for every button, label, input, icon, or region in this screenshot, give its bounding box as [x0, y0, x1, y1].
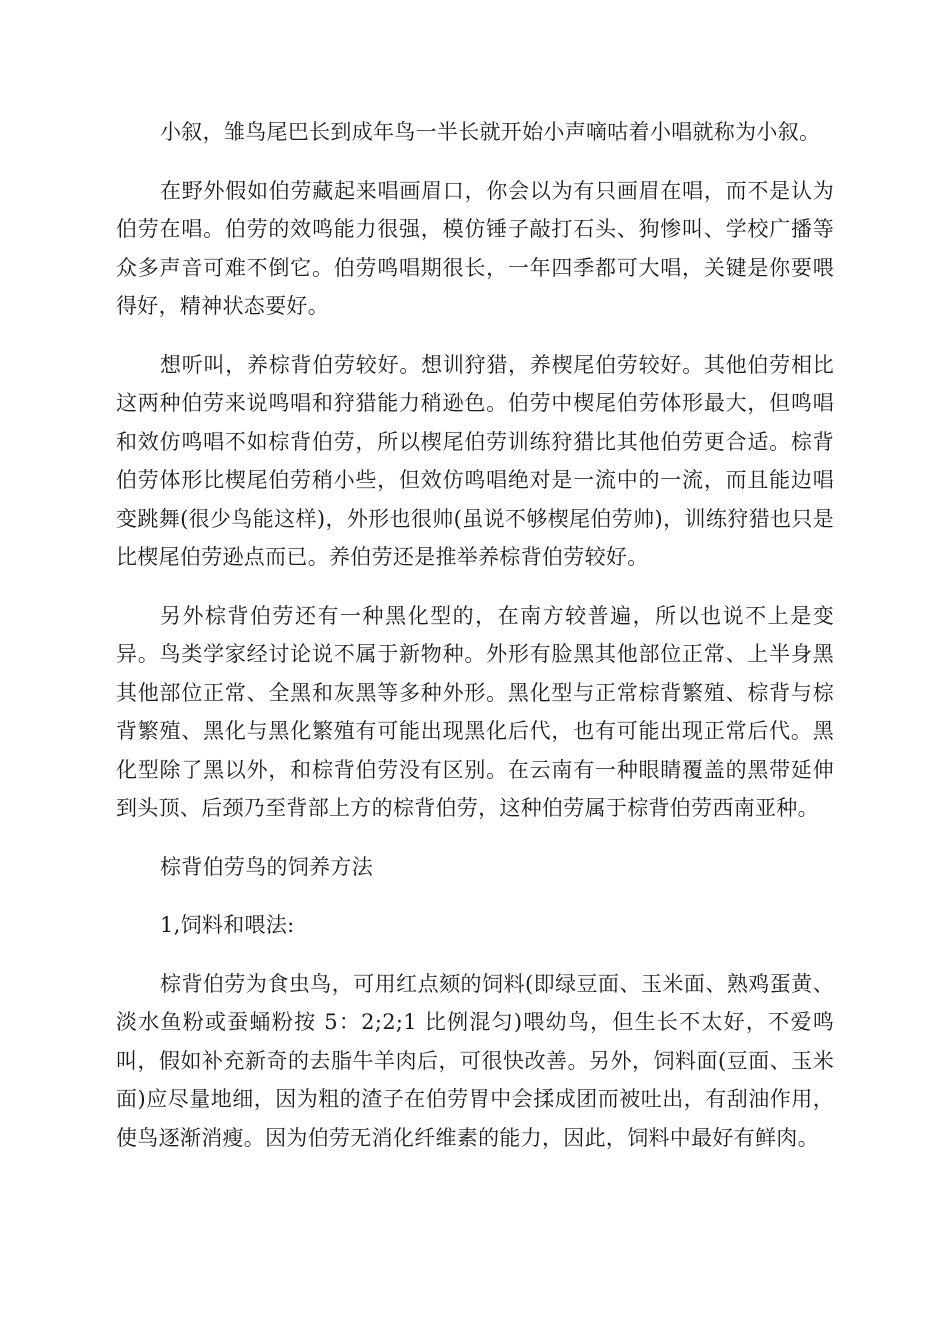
paragraph-feeding: 棕背伯劳为食虫鸟，可用红点颏的饲料(即绿豆面、玉米面、熟鸡蛋黄、淡水鱼粉或蚕蛹粉按 5：2;2;1 比例混匀)喂幼鸟，但生长不太好，不爱鸣叫，假如补充新奇的去脂牛羊肉后，可很快改善。另外，饲料面(豆面、玉米面)应尽量地细，因为粗的渣子在伯劳胃中会揉成团而被吐出，有刮油作用，使鸟逐渐消瘦。因为伯劳无消化纤维素的能力，因此，饲料中最好有鲜肉。: [116, 971, 834, 1150]
document-page: [116, 113, 834, 1177]
section-heading: 棕背伯劳鸟的饲养方法: [160, 854, 373, 879]
paragraph-species-choice: 想听叫，养棕背伯劳较好。想训狩猎，养楔尾伯劳较好。其他伯劳相比这两种伯劳来说鸣唱和狩猎能力稍逊色。伯劳中楔尾伯劳体形最大，但鸣唱和效仿鸣唱不如棕背伯劳，所以楔尾伯劳训练狩猎比其他伯劳更合适。棕背伯劳体形比楔尾伯劳稍小些，但效仿鸣唱绝对是一流中的一流，而且能边唱变跳舞(很少鸟能这样)，外形也很帅(虽说不够楔尾伯劳帅)，训练狩猎也只是比楔尾伯劳逊点而已。养伯劳还是推举养棕背伯劳较好。: [116, 352, 834, 569]
paragraph-mimicry: 在野外假如伯劳藏起来唱画眉口，你会以为有只画眉在唱，而不是认为伯劳在唱。伯劳的效鸣能力很强，模仿锤子敲打石头、狗惨叫、学校广播等众多声音可难不倒它。伯劳鸣唱期很长，一年四季都可大唱，关键是你要喂得好，精神状态要好。: [116, 178, 834, 318]
paragraph-xiaoxu: 小叙，雏鸟尾巴长到成年鸟一半长就开始小声嘀咕着小唱就称为小叙。: [160, 120, 821, 144]
paragraph-melanistic: 另外棕背伯劳还有一种黑化型的，在南方较普遍，所以也说不上是变异。鸟类学家经讨论说不属于新物种。外形有脸黑其他部位正常、上半身黑其他部位正常、全黑和灰黑等多种外形。黑化型与正常棕背繁殖、棕背与棕背繁殖、黑化与黑化繁殖有可能出现黑化后代，也有可能出现正常后代。黑化型除了黑以外，和棕背伯劳没有区别。在云南有一种眼睛覆盖的黑带延伸到头顶、后颈乃至背部上方的棕背伯劳，这种伯劳属于棕背伯劳西南亚种。: [116, 603, 834, 820]
subsection-heading: 1,饲料和喂法:: [160, 913, 295, 937]
